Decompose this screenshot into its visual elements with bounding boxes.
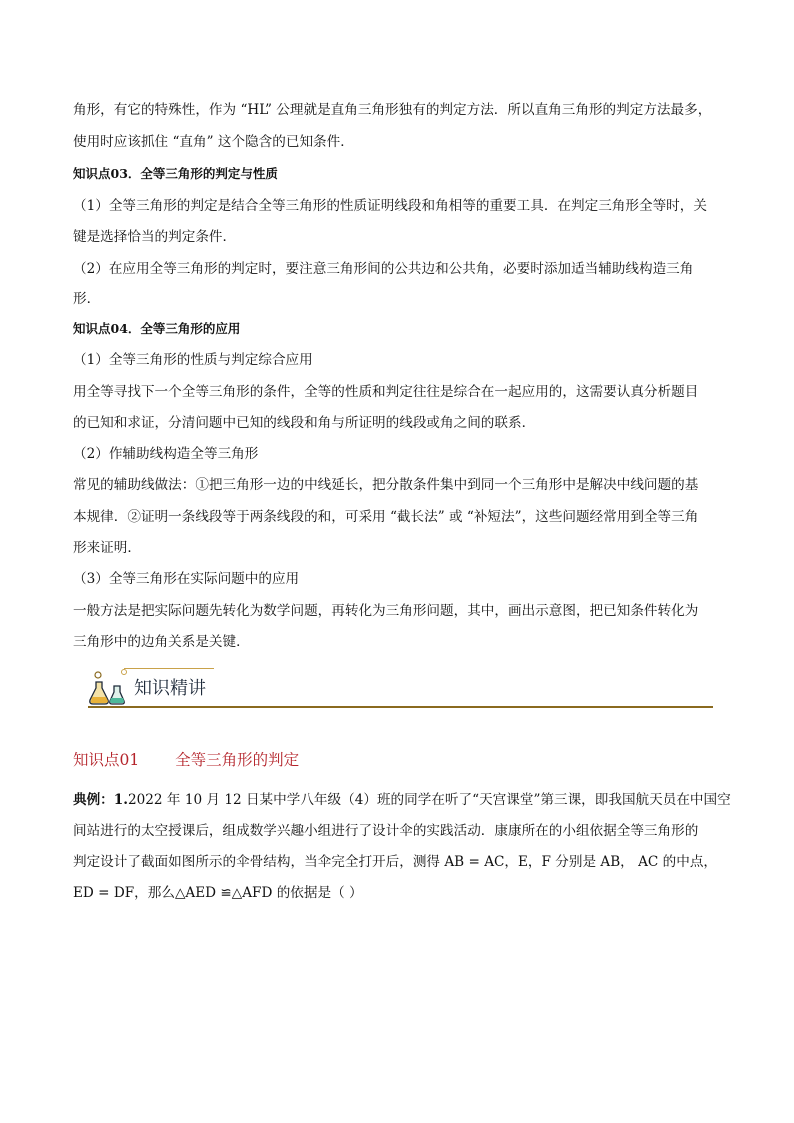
- example-line: 判定设计了截面如图所示的伞骨结构，当伞完全打开后，测得 AB = AC，E，F 分别是 AB， AC 的中点，: [73, 854, 718, 870]
- example-line: ED = DF，那么△AED ≌△AFD 的依据是（ ）: [73, 885, 363, 901]
- flask-icon: [88, 666, 132, 708]
- text-line: 角形，有它的特殊性，作为 “HL” 公理就是直角三角形独有的判定方法．所以直角三角形的判定方法最多，: [73, 102, 712, 118]
- example-line: 间站进行的太空授课后，组成数学兴趣小组进行了设计伞的实践活动．康康所在的小组依据全等三角形的: [73, 823, 699, 839]
- text-line: 三角形中的边角关系是关键．: [73, 634, 250, 650]
- text-line: （2）作辅助线构造全等三角形: [73, 446, 259, 462]
- text-line: 常见的辅助线做法：①把三角形一边的中线延长，把分散条件集中到同一个三角形中是解决中线问题的基: [73, 477, 699, 493]
- section-title: 全等三角形的判定: [175, 751, 300, 769]
- text-line: 一般方法是把实际问题先转化为数学问题，再转化为三角形问题，其中，画出示意图，把已知条件转化为: [73, 603, 699, 619]
- text-line: （3）全等三角形在实际问题中的应用: [73, 571, 300, 587]
- text-line: 的已知和求证，分清问题中已知的线段和角与所证明的线段或角之间的联系．: [73, 415, 536, 431]
- text-line: （1）全等三角形的判定是结合全等三角形的性质证明线段和角相等的重要工具．在判定三角形全等时，关: [73, 198, 707, 214]
- banner-underline: [88, 706, 713, 708]
- text-line: 用全等寻找下一个全等三角形的条件，全等的性质和判定往往是综合在一起应用的，这需要认真分析题目: [73, 384, 699, 400]
- knowledge-banner: [88, 666, 713, 708]
- section-heading: [73, 748, 299, 770]
- banner-accent-line: [124, 668, 214, 669]
- banner-title: 知识精讲: [134, 678, 206, 699]
- text-line: 形来证明．: [73, 540, 141, 556]
- example-text: 2022 年 10 月 12 日某中学八年级（4）班的同学在听了“天宫课堂”第三课，即我国航天员在中国空: [127, 792, 731, 808]
- knowledge-heading-03: 知识点03．全等三角形的判定与性质: [73, 166, 278, 181]
- text-line: （1）全等三角形的性质与判定综合应用: [73, 352, 313, 368]
- text-line: （2）在应用全等三角形的判定时，要注意三角形间的公共边和公共角，必要时添加适当辅助线构造三角: [73, 261, 694, 277]
- text-line: 形．: [73, 291, 101, 307]
- example-line: [73, 786, 731, 814]
- text-line: 键是选择恰当的判定条件．: [73, 229, 237, 245]
- example-prefix: 典例：1.: [73, 792, 128, 808]
- knowledge-heading-04: 知识点04．全等三角形的应用: [73, 321, 241, 336]
- text-line: 本规律．②证明一条线段等于两条线段的和，可采用 “截长法” 或 “补短法”，这些问题经常用到全等三角: [73, 509, 699, 525]
- text-line: 使用时应该抓住 “直角” 这个隐含的已知条件．: [73, 134, 354, 150]
- section-label: 知识点01: [73, 751, 140, 769]
